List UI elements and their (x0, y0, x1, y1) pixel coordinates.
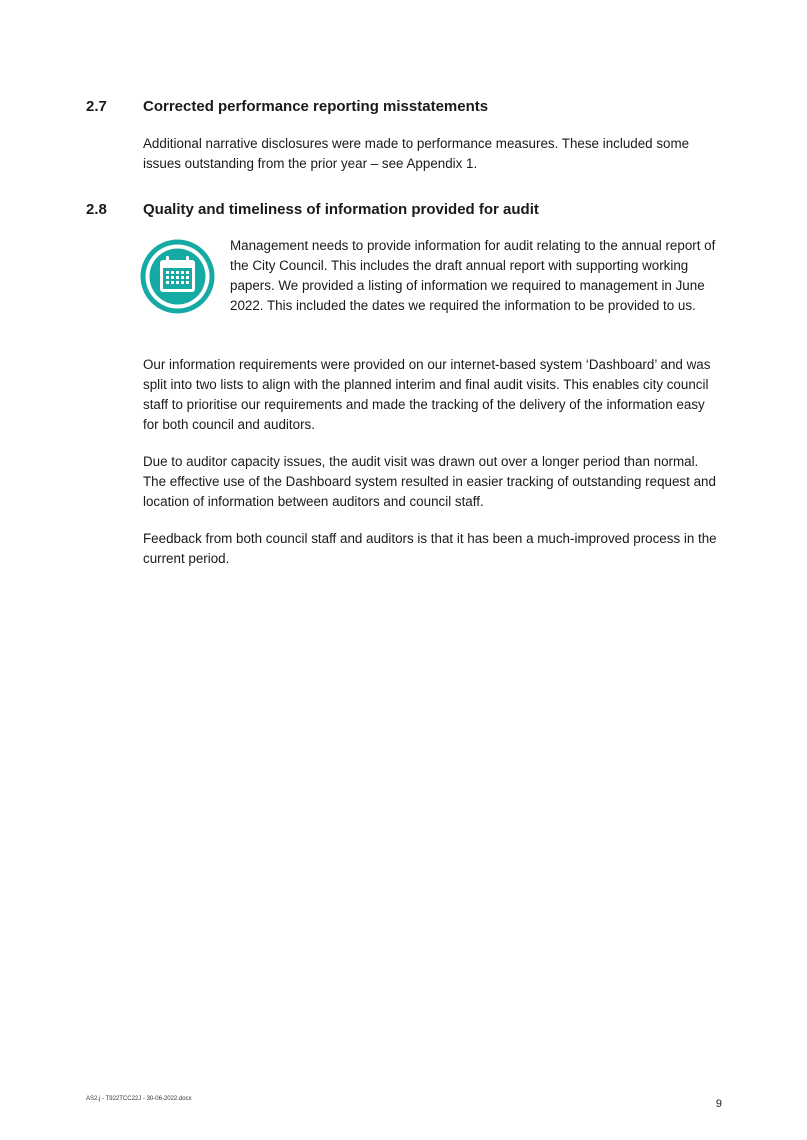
paragraph: Additional narrative disclosures were made to performance measures. These included some issues outstanding from the prior year – see Appendix 1. (143, 136, 690, 171)
footer-doc-ref: AS2.j - T922TCC22J - 30-06-2022.docx (86, 1096, 192, 1102)
page-number: 9 (715, 1098, 722, 1110)
section-title: Corrected performance reporting misstatements (143, 98, 489, 115)
section-heading-2-7 (0, 97, 807, 119)
paragraph: Management needs to provide information for audit relating to the annual report of the City Council. This includes the draft annual report with supporting working papers. We provided a listing of information we required to management in June 2022. This included the dates we required the information to be provided to us. (230, 238, 716, 313)
paragraph: Feedback from both council staff and auditors is that it has been a much-improved process in the current period. (143, 531, 717, 566)
section-number: 2.7 (86, 98, 107, 115)
section-number: 2.8 (86, 201, 107, 218)
section-heading-2-8 (0, 200, 807, 222)
section-title: Quality and timeliness of information provided for audit (143, 201, 539, 218)
paragraph: Our information requirements were provided on our internet-based system ‘Dashboard’ and was split into two lists to align with the planned interim and final audit visits. This enables city council staff to prioritise our requirements and made the tracking of the delivery of the information easy for both council and auditors. (143, 357, 711, 432)
paragraph: Due to auditor capacity issues, the audit visit was drawn out over a longer period than normal. The effective use of the Dashboard system resulted in easier tracking of outstanding request and location of information between auditors and council staff. (143, 454, 716, 509)
calendar-icon (139, 238, 216, 315)
